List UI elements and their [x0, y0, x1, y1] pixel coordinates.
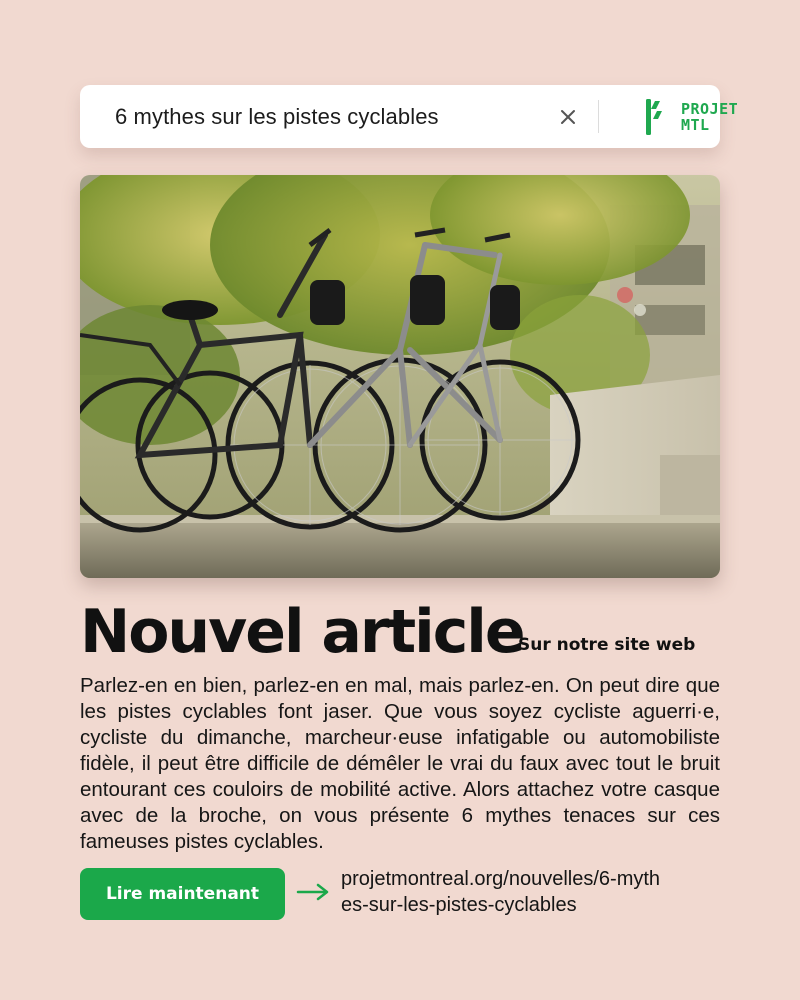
search-bar — [80, 85, 739, 148]
read-now-button[interactable]: Lire maintenant — [80, 868, 285, 920]
article-heading: Nouvel article — [80, 597, 524, 667]
logo-mark-icon — [646, 99, 672, 135]
bicycles-photo — [80, 175, 720, 578]
search-query[interactable]: 6 mythes sur les pistes cyclables — [115, 104, 439, 129]
article-link[interactable]: projetmontreal.org/nouvelles/6-mythes-sur-les-pistes-cyclables — [341, 868, 661, 916]
logo-line-2: MTL — [681, 116, 710, 134]
bicycles-illustration — [80, 175, 720, 578]
article-body: Parlez-en en bien, parlez-en en mal, mais parlez-en. On peut dire que les pistes cyclables font jaser. Que vous soyez cycliste aguerri·e, cycliste du dimanche, marcheur·euse infatigable ou automobiliste fidèle, il peut être difficile de démêler le vrai du faux avec tout le bruit entourant ces couloirs de mobilité active. Alors attachez votre casque avec de la broche, on vous présente 6 mythes tenaces sur ces fameuses pistes cyclables. — [80, 674, 720, 853]
article-subheading: Sur notre site web — [518, 635, 696, 655]
projet-mtl-logo[interactable] — [564, 99, 739, 137]
arrow-right-icon — [296, 882, 330, 902]
logo-line-1: PROJET — [681, 100, 739, 118]
article-heading-row — [80, 596, 720, 668]
logo-text — [681, 101, 738, 133]
